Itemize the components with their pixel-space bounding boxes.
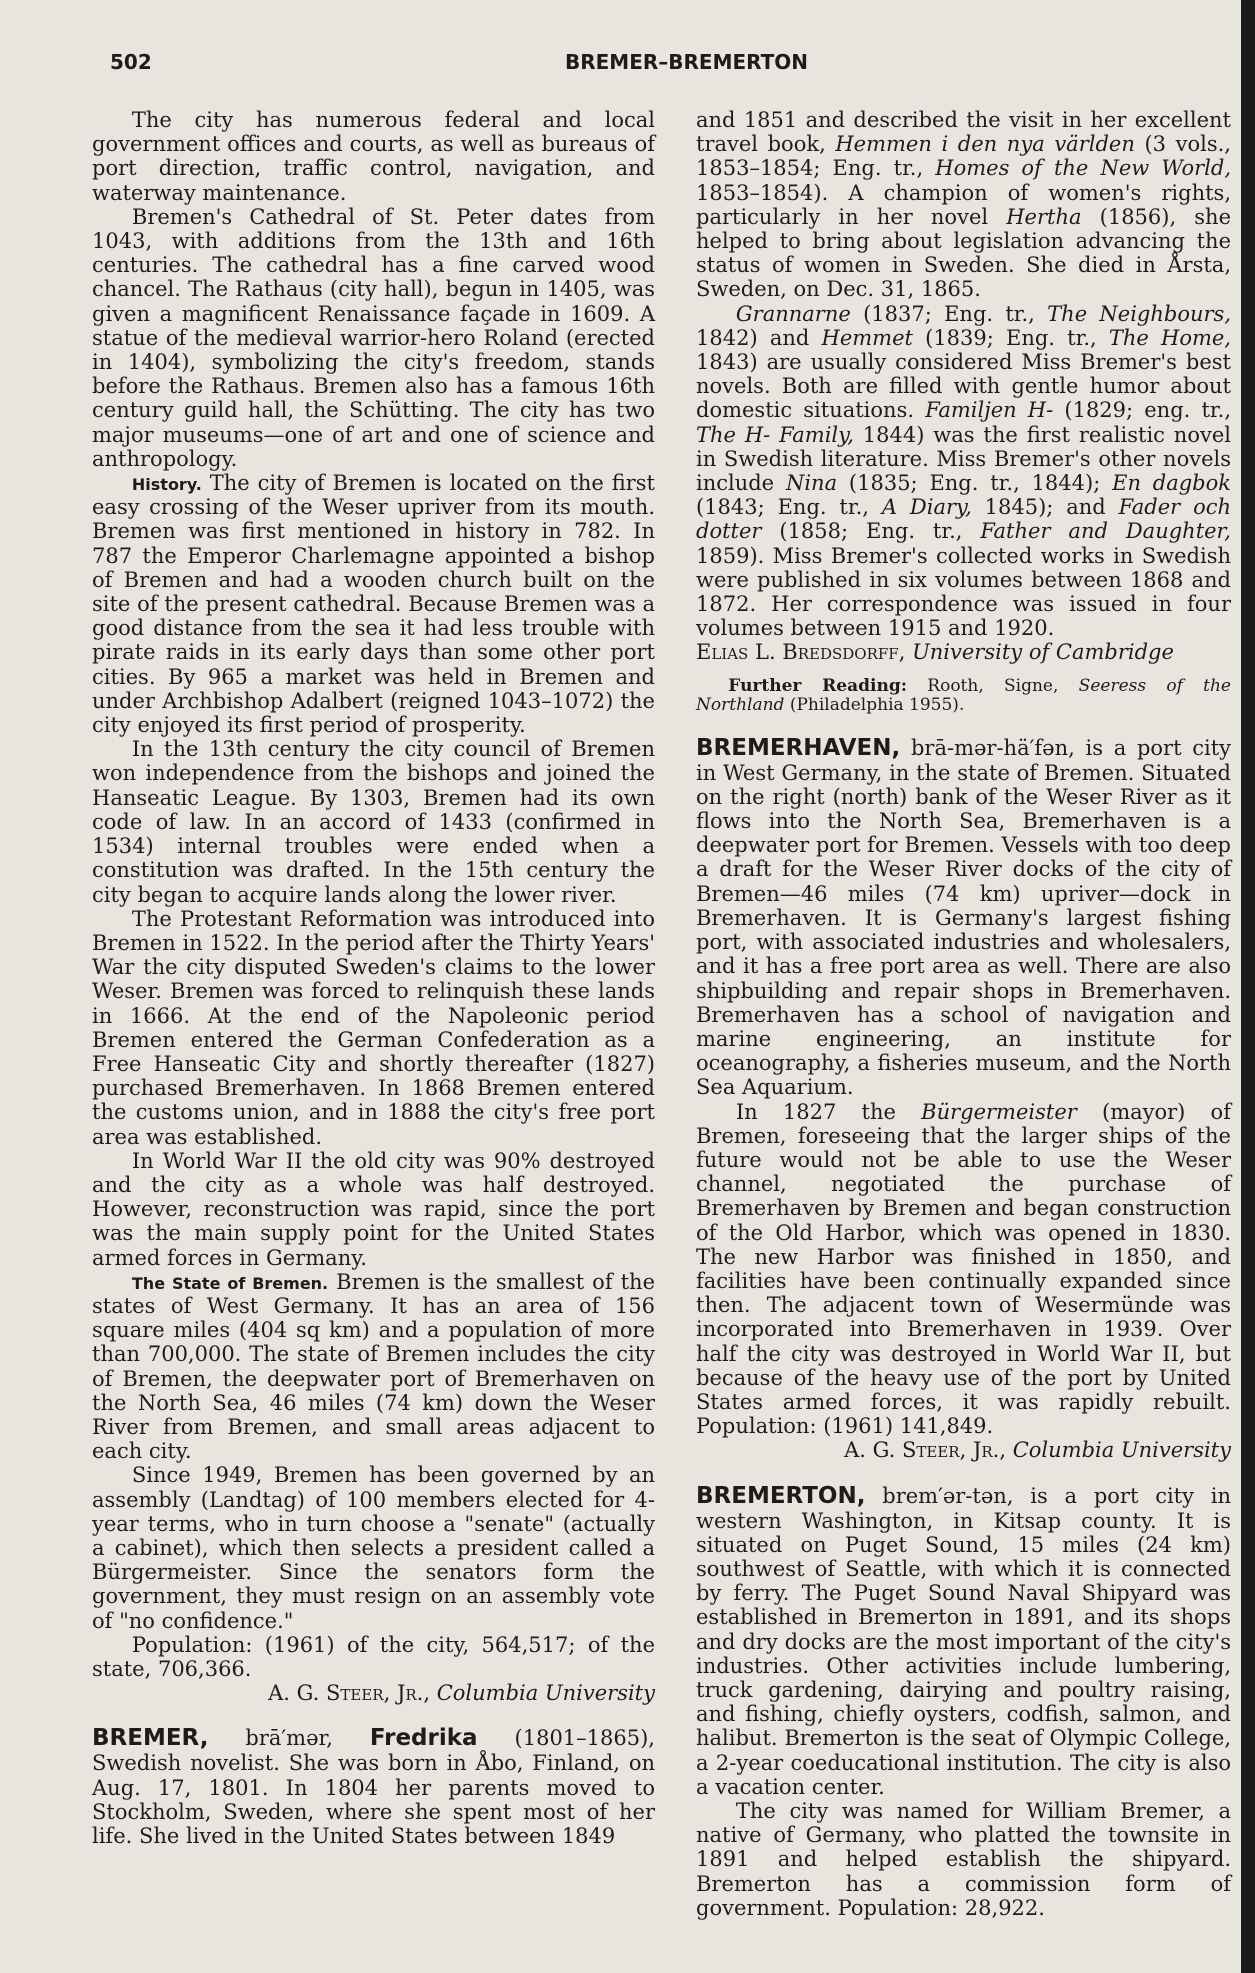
page-edge-shadow [1241,0,1255,1973]
further-reading: Further Reading: Rooth, Signe, Seeress of the Northland (Philadelphia 1955). [696,675,1231,715]
paragraph: In World War II the old city was 90% destroyed and the city as a whole was half destroyed. However, reconstruction was rapid, since the port was the main supply point for the United States armed forces in Germany. [92,1148,655,1270]
paragraph: In 1827 the Bürgermeister (mayor) of Bremen, foreseeing that the larger ships of the future would not be able to use the Weser channel, negotiated the purchase of Bremerhaven by Bremen and began construction of the Old Harbor, which was opened in 1830. The new Harbor was finished in 1850, and facilities have been continually expanded since then. The adjacent town of Wesermünde was incorporated into Bremerhaven in 1939. Over half the city was destroyed in World War II, but because of the heavy use of the port by United States armed forces, it was rapidly rebuilt. Population: (1961) 141,849. [696,1099,1231,1439]
running-head: BREMER–BREMERTON [565,50,809,74]
author-signature: A. G. Steer, Jr., Columbia University [844,1438,1231,1463]
state-heading: The State of Bremen. [131,1273,329,1293]
author-signature: Elias L. Bredsdorff, University of Cambridge [696,640,1174,665]
author-signature: A. G. Steer, Jr., Columbia University [268,1681,655,1706]
history-section: History. The city of Bremen is located on the first easy crossing of the Weser upriver from its mouth. Bremen was first mentioned in history in 782. In 787 the Emperor Charlemagne appointed a bishop of Bremen and had a wooden church built on the site of the present cathedral. Because Bremen was a good distance from the sea it had less trouble with pirate raids in its early days than some other port cities. By 965 a market was held in Bremen and under Archbishop Adalbert (reigned 1043–1072) the city enjoyed its first period of prosperity. [92,471,655,738]
bremerhaven-headword: BREMERHAVEN, [696,734,901,761]
paragraph: Grannarne (1837; Eng. tr., The Neighbours, 1842) and Hemmet (1839; Eng. tr., The Home, 1843) are usually considered Miss Bremer's best novels. Both are filled with gentle humor about domestic situations. Familjen H- (1829; eng. tr., The H- Family, 1844) was the first realistic novel in Swedish literature. Miss Bremer's other novels include Nina (1835; Eng. tr., 1844); En dagbok (1843; Eng. tr., A Diary, 1845); and Fader och dotter (1858; Eng. tr., Father and Daughter, 1859). Miss Bremer's collected works in Swedish were published in six volumes between 1868 and 1872. Her correspondence was issued in four volumes between 1915 and 1920. [696,301,1232,641]
left-column [92,108,655,1848]
paragraph: Since 1949, Bremen has been governed by an assembly (Landtag) of 100 members elected for 4-year terms, who in turn choose a "senate" (actually a cabinet), which then selects a president called a Bürgermeister. Since the senators form the government, they must resign on an assembly vote of "no confidence." [92,1463,655,1633]
bremerton-article: BREMERTON, brem′ər-tən, is a port city in western Washington, in Kitsap county. It is situated on Puget Sound, 15 miles (24 km) southwest of Seattle, with which it is connected by ferry. The Puget Sound Naval Shipyard was established in Bremerton in 1891, and its shops and dry docks are the most important of the city's industries. Other activities include lumbering, truck gardening, dairying and poultry raising, and fishing, chiefly oysters, codfish, salmon, and halibut. Bremerton is the seat of Olympic College, a 2-year coeducational institution. The city is also a vacation center. [696,1482,1231,1799]
state-section: The State of Bremen. Bremen is the smallest of the states of West Germany. It has an area of 156 square miles (404 sq km) and a population of more than 700,000. The state of Bremen includes the city of Bremen, the deepwater port of Bremerhaven on the North Sea, 46 miles (74 km) down the Weser River from Bremen, and small areas adjacent to each city. [92,1269,656,1464]
page-header [110,50,1230,80]
paragraph: The Protestant Reformation was introduced into Bremen in 1522. In the period after the Thirty Years' War the city disputed Sweden's claims to the lower Weser. Bremen was forced to relinquish these lands in 1666. At the end of the Napoleonic period Bremen entered the German Confederation as a Free Hanseatic City and shortly thereafter (1827) purchased Bremerhaven. In 1868 Bremen entered the customs union, and in 1888 the city's free port area was established. [92,906,655,1149]
paragraph: In the 13th century the city council of Bremen won independence from the bishops and joined the Hanseatic League. By 1303, Bremen had its own code of law. In an accord of 1433 (confirmed in 1534) internal troubles were ended when a constitution was drafted. In the 15th century the city began to acquire lands along the lower river. [92,737,655,907]
bremerhaven-article: BREMERHAVEN, brā-mər-hä′fən, is a port city in West Germany, in the state of Bremen. Situated on the right (north) bank of the Weser River as it flows into the North Sea, Bremerhaven is a deepwater port for Bremen. Vessels with too deep a draft for the Weser River docks of the city of Bremen—46 miles (74 km) upriver—dock in Bremerhaven. It is Germany's largest fishing port, with associated industries and wholesalers, and it has a free port area as well. There are also shipbuilding and repair shops in Bremerhaven. Bremerhaven has a school of navigation and marine engineering, an institute for oceanography, a fisheries museum, and the North Sea Aquarium. [696,734,1232,1100]
right-column [696,108,1231,1920]
history-heading: History. [131,475,202,495]
paragraph: The city was named for William Bremer, a native of Germany, who platted the townsite in 1891 and helped establish the shipyard. Bremerton has a commission form of government. Population: 28,922. [696,1799,1231,1920]
paragraph: Population: (1961) of the city, 564,517; of the state, 706,366. [92,1632,655,1681]
bremer-article: BREMER, brā′mər, Fredrika (1801–1865), Swedish novelist. She was born in Åbo, Finland, on Aug. 17, 1801. In 1804 her parents moved to Stockholm, Sweden, where she spent most of her life. She lived in the United States between 1849 [92,1725,655,1849]
paragraph: The city has numerous federal and local government offices and courts, as well as bureaus of port direction, traffic control, navigation, and waterway maintenance. [92,108,655,205]
bremer-headword: BREMER, [92,1725,209,1752]
bremer-given-name: Fredrika [369,1725,478,1752]
bremerton-headword: BREMERTON, [696,1482,866,1509]
page-number: 502 [110,50,152,74]
paragraph: Bremen's Cathedral of St. Peter dates from 1043, with additions from the 13th and 16th centuries. The cathedral has a fine carved wood chancel. The Rathaus (city hall), begun in 1405, was given a magnificent Renaissance façade in 1609. A statue of the medieval warrior-hero Roland (erected in 1404), symbolizing the city's freedom, stands before the Rathaus. Bremen also has a famous 16th century guild hall, the Schütting. The city has two major museums—one of art and one of science and anthropology. [92,204,655,471]
paragraph: and 1851 and described the visit in her excellent travel book, Hemmen i den nya världen (3 vols., 1853–1854; Eng. tr., Homes of the New World, 1853–1854). A champion of women's rights, particularly in her novel Hertha (1856), she helped to bring about legislation advancing the status of women in Sweden. She died in Årsta, Sweden, on Dec. 31, 1865. [696,108,1232,302]
